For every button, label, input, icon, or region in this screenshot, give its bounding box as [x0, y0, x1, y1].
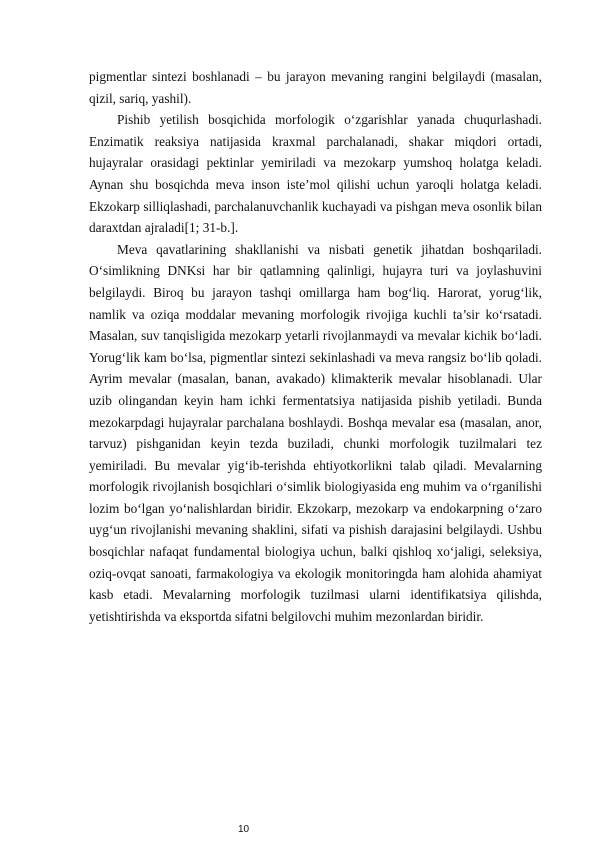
paragraph-ripening-stage: Pishib yetilish bosqichida morfologik o‘zgarishlar yanada chuqurlashadi. Enzimatik reaksiya natijasida kraxmal parchalanadi, shakar miqdori ortadi, hujayralar orasidagi pektinlar yemiriladi va mezokarp yumshoq holatga keladi. Aynan shu bosqichda meva inson iste’mol qilishi uchun yaroqli holatga keladi. Ekzokarp silliqlashadi, parchalanuvchanlik kuchayadi va pishgan meva osonlik bilan daraxtdan ajraladi[1; 31-b.].	[89, 112, 542, 236]
page-number: 10	[238, 824, 250, 835]
paragraph-continuation: pigmentlar sintezi boshlanadi – bu jarayon mevaning rangini belgilaydi (masalan, qizil, sariq, yashil).	[89, 69, 542, 106]
document-page	[89, 66, 542, 627]
paragraph-fruit-layers: Meva qavatlarining shakllanishi va nisbati genetik jihatdan boshqariladi. O‘simlikning DNKsi har bir qatlamning qalinligi, hujayra turi va joylashuvini belgilaydi. Biroq bu jarayon tashqi omillarga ham bog‘liq. Harorat, yorug‘lik, namlik va oziqa moddalar mevaning morfologik rivojiga kuchli ta’sir ko‘rsatadi. Masalan, suv tanqisligida mezokarp yetarli rivojlanmaydi va mevalar kichik bo‘ladi. Yorug‘lik kam bo‘lsa, pigmentlar sintezi sekinlashadi va meva rangsiz bo‘lib qoladi. Ayrim mevalar (masalan, banan, avakado) klimakterik mevalar hisoblanadi. Ular uzib olingandan keyin ham ichki fermentatsiya natijasida pishib yetiladi. Bunda mezokarpdagi hujayralar parchalana boshlaydi. Boshqa mevalar esa (masalan, anor, tarvuz) pishganidan keyin tezda buziladi, chunki morfologik tuzilmalari tez yemiriladi. Bu mevalar yig‘ib-terishda ehtiyotkorlikni talab qiladi. Mevalarning morfologik rivojlanish bosqichlari o‘simlik biologiyasida eng muhim va o‘rganilishi lozim bo‘lgan yo‘nalishlardan biridir. Ekzokarp, mezokarp va endokarpning o‘zaro uyg‘un rivojlanishi mevaning shaklini, sifati va pishish darajasini belgilaydi. Ushbu bosqichlar nafaqat fundamental biologiya uchun, balki qishloq xo‘jaligi, seleksiya, oziq-ovqat sanoati, farmakologiya va ekologik monitoringda ham alohida ahamiyat kasb etadi. Mevalarning morfologik tuzilmasi ularni identifikatsiya qilishda, yetishtirishda va eksportda sifatni belgilovchi muhim mezonlardan biridir.	[89, 241, 542, 624]
